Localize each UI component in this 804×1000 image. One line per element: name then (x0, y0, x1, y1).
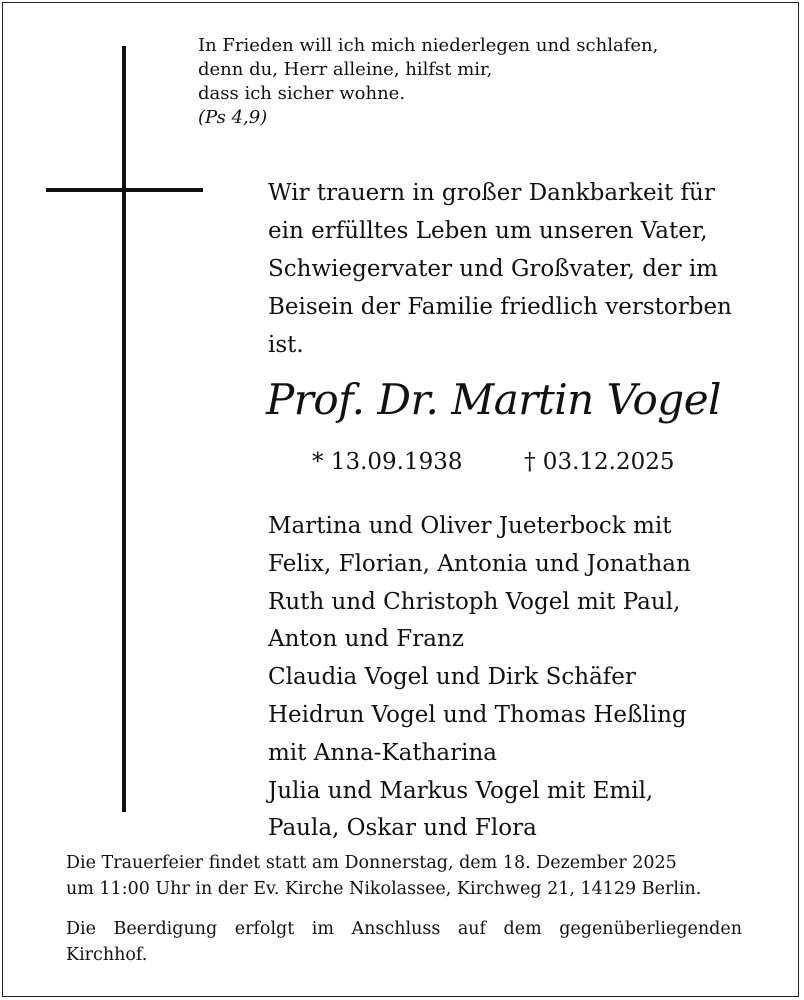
family-line: Heidrun Vogel und Thomas Heßling (268, 701, 687, 728)
psalm-quote (198, 34, 658, 130)
death-date: † 03.12.2025 (524, 449, 675, 475)
birth-date: * 13.09.1938 (312, 449, 463, 475)
family-list (268, 508, 768, 848)
psalm-line: In Frieden will ich mich niederlegen und schlafen, (198, 35, 659, 56)
mourning-statement (268, 174, 748, 364)
cross-vertical-beam (122, 46, 126, 812)
psalm-line: dass ich sicher wohne. (198, 83, 406, 104)
family-line: Ruth und Christoph Vogel mit Paul, (268, 588, 681, 615)
cross-horizontal-beam (46, 188, 203, 192)
psalm-line: denn du, Herr alleine, hilfst mir, (198, 59, 493, 80)
family-line: Paula, Oskar und Flora (268, 815, 537, 842)
family-line: Anton und Franz (268, 626, 464, 653)
family-line: Martina und Oliver Jueterbock mit (268, 513, 672, 539)
statement-line: Schwiegervater und Großvater, der im (268, 256, 718, 282)
statement-line: Beisein der Familie friedlich verstorben (268, 294, 732, 320)
statement-line: Wir trauern in großer Dankbarkeit für (268, 180, 715, 206)
burial-line: Die Beerdigung erfolgt im Anschluss auf dem gegenüberliegenden (66, 919, 742, 939)
family-line: mit Anna-Katharina (268, 739, 497, 766)
family-line: Julia und Markus Vogel mit Emil, (268, 777, 654, 804)
family-line: Felix, Florian, Antonia und Jonathan (268, 550, 691, 577)
service-line: um 11:00 Uhr in der Ev. Kirche Nikolassee, Kirchweg 21, 14129 Berlin. (66, 879, 702, 899)
deceased-name: Prof. Dr. Martin Vogel (266, 375, 721, 424)
burial-line: Kirchhof. (66, 945, 148, 965)
service-line: Die Trauerfeier findet statt am Donnerstag, dem 18. Dezember 2025 (66, 853, 677, 873)
psalm-reference: (Ps 4,9) (198, 107, 268, 128)
family-line: Claudia Vogel und Dirk Schäfer (268, 664, 636, 691)
burial-info (66, 916, 742, 968)
funeral-service-info (66, 850, 742, 902)
statement-line: ein erfülltes Leben um unseren Vater, (268, 218, 708, 244)
statement-line: ist. (268, 332, 304, 358)
